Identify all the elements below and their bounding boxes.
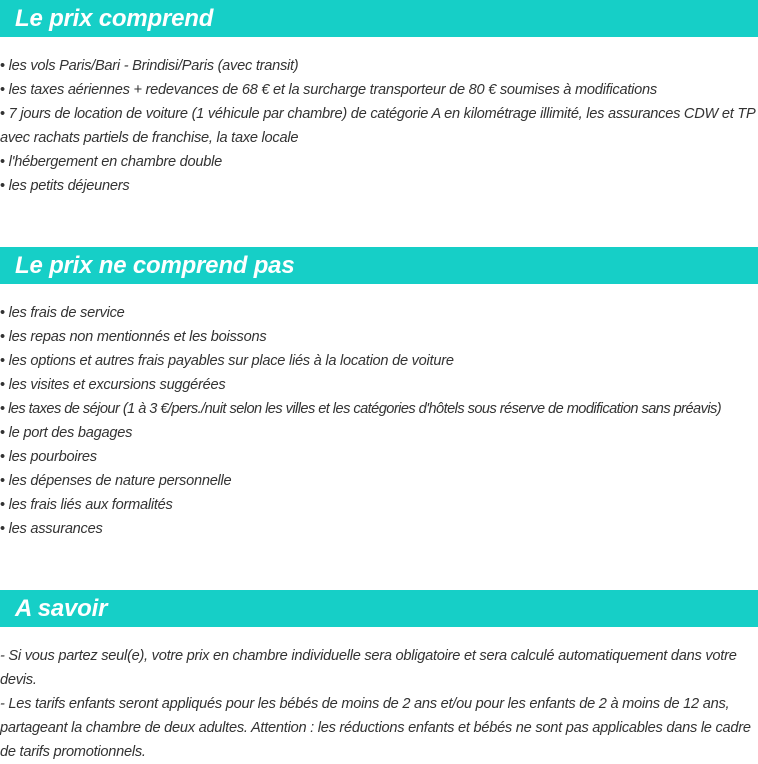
- included-header: [0, 0, 758, 37]
- list-item: • les options et autres frais payables sur place liés à la location de voiture: [0, 353, 454, 369]
- excluded-header: [0, 247, 758, 284]
- included-list: [0, 54, 758, 198]
- list-item: • les frais de service: [0, 305, 125, 321]
- list-item: • les petits déjeuners: [0, 178, 130, 194]
- list-item: • les repas non mentionnés et les boissons: [0, 329, 267, 345]
- info-paragraph: - Si vous partez seul(e), votre prix en chambre individuelle sera obligatoire et sera calculé automatiquement dans votre devis.: [0, 648, 737, 688]
- info-text: [0, 644, 758, 764]
- included-title: Le prix comprend: [15, 5, 214, 32]
- list-item: • les taxes de séjour (1 à 3 €/pers./nuit selon les villes et les catégories d'hôtels sous réserve de modification sans préavis): [0, 401, 722, 417]
- list-item: • 7 jours de location de voiture (1 véhicule par chambre) de catégorie A en kilométrage illimité, les assurances CDW et TP avec rachats partiels de franchise, la taxe locale: [0, 106, 755, 146]
- info-title: A savoir: [15, 595, 108, 622]
- list-item: • le port des bagages: [0, 425, 133, 441]
- excluded-title: Le prix ne comprend pas: [15, 252, 295, 279]
- excluded-list: [0, 301, 758, 541]
- list-item: • les assurances: [0, 521, 103, 537]
- list-item: • l'hébergement en chambre double: [0, 154, 222, 170]
- info-paragraph: - Les tarifs enfants seront appliqués pour les bébés de moins de 2 ans et/ou pour les enfants de 2 à moins de 12 ans, partageant la chambre de deux adultes. Attention : les réductions enfants et bébés ne sont pas applicables dans le cadre de tarifs promotionnels.: [0, 696, 751, 760]
- info-header: [0, 590, 758, 627]
- list-item: • les vols Paris/Bari - Brindisi/Paris (avec transit): [0, 58, 299, 74]
- list-item: • les dépenses de nature personnelle: [0, 473, 232, 489]
- list-item: • les taxes aériennes + redevances de 68 € et la surcharge transporteur de 80 € soumises à modifications: [0, 82, 657, 98]
- list-item: • les visites et excursions suggérées: [0, 377, 226, 393]
- list-item: • les pourboires: [0, 449, 97, 465]
- list-item: • les frais liés aux formalités: [0, 497, 173, 513]
